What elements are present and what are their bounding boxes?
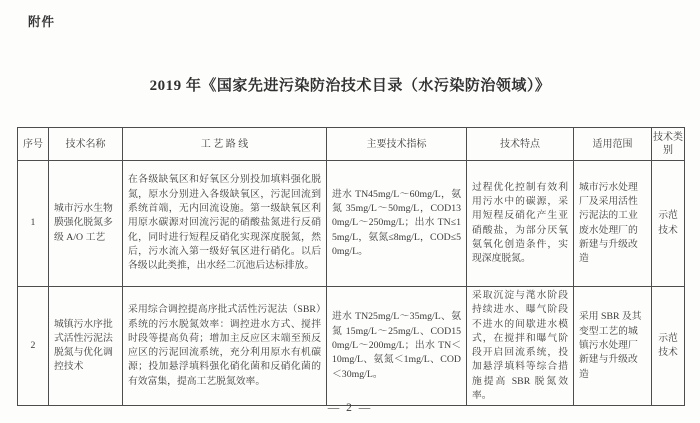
row1-no: 1 — [18, 161, 49, 287]
row1-process-route: 在各级缺氧区和好氧区分别投加填料强化脱氮，原水分别进入各级缺氧区，污泥回流到系统首端，无内回流设施。第一级缺氧区利用原水碳源对回流污泥的硝酸盐氮进行反硝化，同时进行短程反硝化实现深度脱氮，然后，污水流入第一级好氧区进行硝化。以后各级以此类推，出水经二沉池后达标排放。 — [123, 161, 327, 287]
row2-tech-name: 城镇污水序批式活性污泥法脱氮与优化调控技术 — [49, 287, 123, 406]
row1-main-indicators: 进水 TN45mg/L～60mg/L，氨氮 35mg/L～50mg/L，COD130mg/L～250mg/L；出水 TN≤15mg/L，氨氮≤8mg/L，COD≤50mg/L。 — [327, 161, 467, 287]
row2-tech-features: 采取沉淀与滗水阶段持续进水、曝气阶段不进水的间歇进水模式，在搅拌和曝气阶段开启回流系统，投加悬浮填料等综合措施提高 SBR 脱氮效率。 — [467, 287, 574, 406]
page-number: — 2 — — [327, 402, 373, 414]
header-tech-name: 技术名称 — [49, 128, 123, 161]
row1-applicable-scope: 城市污水处理厂及采用活性污泥法的工业废水处理厂的新建与升级改造 — [574, 161, 652, 287]
header-no: 序号 — [18, 128, 49, 161]
row2-main-indicators: 进水 TN25mg/L～35mg/L、氨氮 15mg/L～25mg/L、COD150mg/L～200mg/L；出水 TN＜10mg/L、氨氮＜1mg/L、COD＜30mg/L。 — [327, 287, 467, 406]
row1-tech-name: 城市污水生物膜强化脱氮多级 A/O 工艺 — [49, 161, 123, 287]
page-title: 2019 年《国家先进污染防治技术目录（水污染防治领域）》 — [149, 78, 551, 94]
header-tech-features: 技术特点 — [467, 128, 574, 161]
row1-tech-features: 过程优化控制有效利用污水中的碳源，采用短程反硝化产生亚硝酸盐，为部分厌氧氨氧化创造条件，实现深度脱氮。 — [467, 161, 574, 287]
row2-process-route: 采用综合调控提高序批式活性污泥法（SBR）系统的污水脱氮效率：调控进水方式、搅拌时段等提高负荷；增加主反应区末端至预反应区的污泥回流系统，充分利用原水有机碳源；投加悬浮填料强化硝化菌和反硝化菌的有效富集，提高工艺脱氮效率。 — [123, 287, 327, 406]
header-tech-category: 技术类别 — [652, 128, 685, 161]
attachment-label: 附件 — [28, 15, 56, 29]
table-row — [18, 161, 685, 287]
table-header-row — [18, 128, 685, 161]
header-main-indicators: 主要技术指标 — [327, 128, 467, 161]
row2-no: 2 — [18, 287, 49, 406]
technology-catalog-table — [17, 127, 685, 406]
header-applicable-scope: 适用范围 — [574, 128, 652, 161]
header-process-route: 工 艺 路 线 — [123, 128, 327, 161]
row1-tech-category: 示范技术 — [652, 161, 685, 287]
row2-tech-category: 示范技术 — [652, 287, 685, 406]
table-row — [18, 287, 685, 406]
row2-applicable-scope: 采用 SBR 及其变型工艺的城镇污水处理厂新建与升级改造 — [574, 287, 652, 406]
